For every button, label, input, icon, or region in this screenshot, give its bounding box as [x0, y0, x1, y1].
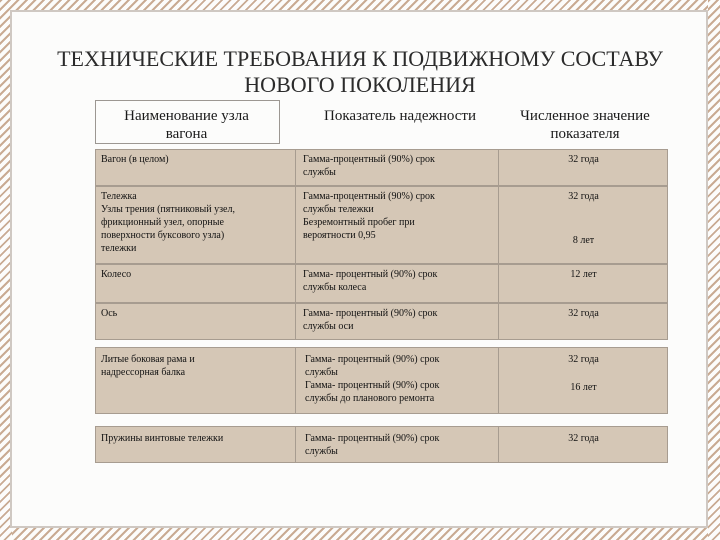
cell-value — [499, 190, 668, 203]
cell-line: тележки — [101, 243, 137, 254]
cell-line: фрикционный узел, опорные — [101, 217, 224, 228]
cell-node-name — [101, 153, 169, 166]
cell-value — [499, 381, 668, 394]
cell-indicator — [303, 190, 435, 242]
cell-line: Литые боковая рама и — [101, 354, 195, 365]
column-divider — [295, 426, 296, 463]
cell-node-name — [101, 432, 223, 445]
cell-line: 12 лет — [570, 269, 597, 280]
header-node-name — [100, 107, 273, 143]
cell-indicator — [303, 307, 437, 333]
cell-line: службы — [305, 446, 338, 457]
cell-line: 32 года — [568, 308, 599, 319]
decorative-border-bottom — [0, 528, 720, 540]
cell-indicator — [305, 353, 439, 405]
column-divider — [295, 347, 296, 414]
header-value-line: Численное значение — [520, 108, 650, 124]
cell-line: Гамма- процентный (90%) срок — [303, 269, 438, 280]
cell-line: Гамма- процентный (90%) срок — [303, 308, 438, 319]
decorative-border-right — [708, 0, 720, 540]
cell-line: Гамма-процентный (90%) срок — [303, 154, 435, 165]
cell-indicator — [303, 153, 435, 179]
slide-title — [14, 46, 706, 98]
cell-line: Гамма- процентный (90%) срок — [305, 433, 440, 444]
cell-line: 32 года — [568, 191, 599, 202]
cell-value — [499, 234, 668, 247]
cell-value — [499, 153, 668, 166]
cell-line: Пружины винтовые тележки — [101, 433, 224, 444]
cell-value — [499, 268, 668, 281]
cell-line: службы до планового ремонта — [305, 393, 435, 404]
cell-line: надрессорная балка — [101, 367, 186, 378]
cell-line: 8 лет — [572, 235, 595, 246]
cell-indicator — [303, 268, 437, 294]
cell-line: службы — [303, 167, 336, 178]
cell-line: 16 лет — [570, 382, 597, 393]
cell-line: службы — [305, 367, 338, 378]
cell-node-name — [101, 268, 131, 281]
header-reliability — [300, 107, 500, 125]
cell-line: Вагон (в целом) — [101, 154, 169, 165]
cell-indicator — [305, 432, 439, 458]
cell-node-name — [101, 353, 195, 379]
cell-line: Узлы трения (пятниковый узел, — [101, 204, 235, 215]
header-node-name-line: Наименование узла — [124, 108, 249, 124]
cell-line: поверхности буксового узла) — [101, 230, 225, 241]
cell-line: вероятности 0,95 — [303, 230, 376, 241]
cell-line: Гамма- процентный (90%) срок — [305, 380, 440, 391]
cell-value — [499, 432, 668, 445]
cell-line: Безремонтный пробег при — [303, 217, 415, 228]
cell-node-name — [101, 190, 235, 255]
cell-line: 32 года — [568, 354, 599, 365]
cell-line: 32 года — [568, 433, 599, 444]
cell-line: Ось — [101, 308, 118, 319]
header-value-line: показателя — [550, 126, 620, 142]
title-line-2: НОВОГО ПОКОЛЕНИЯ — [244, 72, 476, 97]
header-node-name-line: вагона — [165, 126, 208, 142]
cell-line: Гамма- процентный (90%) срок — [305, 354, 440, 365]
cell-line: Гамма-процентный (90%) срок — [303, 191, 435, 202]
cell-node-name — [101, 307, 117, 320]
cell-value — [499, 353, 668, 366]
cell-value — [499, 307, 668, 320]
title-line-1: ТЕХНИЧЕСКИЕ ТРЕБОВАНИЯ К ПОДВИЖНОМУ СОСТАВУ — [57, 46, 663, 71]
cell-line: службы колеса — [303, 282, 367, 293]
header-reliability-line: Показатель надежности — [323, 108, 476, 124]
cell-line: службы тележки — [303, 204, 374, 215]
cell-line: Тележка — [101, 191, 137, 202]
header-value — [500, 107, 670, 143]
cell-line: 32 года — [568, 154, 599, 165]
column-divider — [295, 149, 296, 340]
cell-line: службы оси — [303, 321, 354, 332]
cell-line: Колесо — [101, 269, 132, 280]
